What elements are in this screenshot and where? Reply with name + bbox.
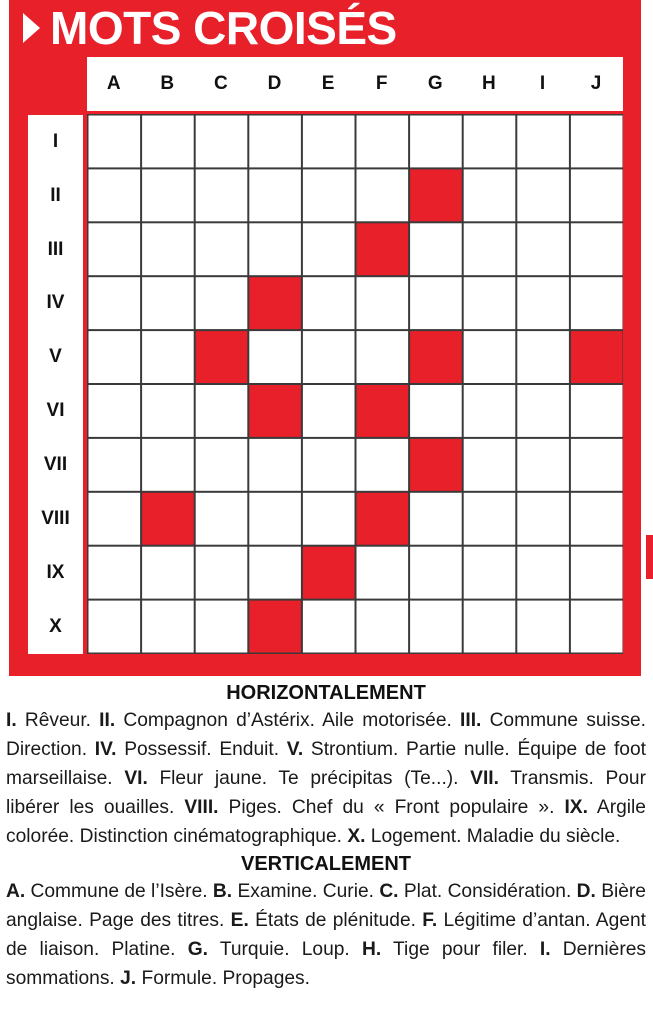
grid-cell[interactable]: [464, 331, 516, 383]
clue-number: A.: [6, 881, 26, 902]
grid-cell[interactable]: [464, 385, 516, 437]
grid-cell[interactable]: [142, 116, 194, 168]
grid-cell[interactable]: [410, 223, 462, 275]
grid-cell[interactable]: [89, 223, 141, 275]
side-tab-marker: [646, 535, 653, 579]
grid-cell[interactable]: [464, 223, 516, 275]
grid-cell[interactable]: [89, 439, 141, 491]
grid-cell-black: [249, 277, 301, 329]
grid-cell[interactable]: [357, 116, 409, 168]
clue-item: [6, 881, 208, 902]
clue-number: H.: [361, 939, 382, 960]
grid-cell[interactable]: [196, 493, 248, 545]
clue-item: [120, 968, 310, 989]
clue-text: Rêveur.: [24, 710, 91, 731]
grid-cell-black: [249, 601, 301, 653]
clue-item: [362, 939, 528, 960]
grid-cell[interactable]: [249, 331, 301, 383]
grid-cell[interactable]: [571, 547, 623, 599]
grid-cell[interactable]: [571, 116, 623, 168]
grid-cell[interactable]: [517, 601, 569, 653]
grid-cell[interactable]: [357, 331, 409, 383]
grid-cell[interactable]: [142, 331, 194, 383]
row-label: X: [49, 615, 62, 637]
grid-cell[interactable]: [464, 169, 516, 221]
grid-cell[interactable]: [303, 493, 355, 545]
clue-item: [6, 710, 91, 731]
clue-text: Piges. Chef du « Front populaire ».: [228, 797, 555, 818]
grid-cell[interactable]: [89, 601, 141, 653]
grid-cell[interactable]: [517, 547, 569, 599]
grid-cell[interactable]: [303, 277, 355, 329]
grid-cell[interactable]: [571, 277, 623, 329]
grid-cell[interactable]: [571, 385, 623, 437]
grid-cell[interactable]: [89, 277, 141, 329]
grid-cell[interactable]: [303, 601, 355, 653]
clue-text: Dernières sommations.: [6, 939, 646, 989]
clue-number: V.: [286, 739, 304, 760]
grid-cell-black: [357, 385, 409, 437]
grid-cell[interactable]: [571, 169, 623, 221]
grid-cell[interactable]: [142, 439, 194, 491]
grid-cell[interactable]: [410, 277, 462, 329]
grid-cell[interactable]: [517, 116, 569, 168]
grid-cell[interactable]: [517, 385, 569, 437]
clue-number: C.: [379, 881, 399, 902]
vertical-clues: [6, 877, 646, 993]
clue-number: I.: [539, 939, 551, 960]
clue-number: G.: [187, 939, 208, 960]
clue-number: VIII.: [184, 797, 219, 818]
grid-cell[interactable]: [142, 223, 194, 275]
triangle-right-icon: [23, 13, 40, 43]
grid-cell-black: [357, 223, 409, 275]
column-label: G: [427, 73, 443, 94]
grid-cell[interactable]: [464, 547, 516, 599]
column-label: E: [321, 73, 335, 94]
clue-text: Bière anglaise. Page des titres.: [6, 881, 646, 931]
column-label: A: [106, 73, 121, 94]
grid-cell[interactable]: [303, 169, 355, 221]
grid-cell[interactable]: [357, 547, 409, 599]
grid-cell[interactable]: [249, 547, 301, 599]
grid-cell[interactable]: [89, 169, 141, 221]
grid-cell[interactable]: [410, 601, 462, 653]
clue-item: [184, 797, 554, 818]
grid-cell[interactable]: [357, 601, 409, 653]
clue-number: III.: [460, 710, 482, 731]
clue-item: [231, 910, 416, 931]
grid-cell[interactable]: [303, 331, 355, 383]
grid-cell-black: [303, 547, 355, 599]
clue-item: [95, 739, 279, 760]
grid-cell[interactable]: [571, 223, 623, 275]
clue-number: X.: [347, 826, 366, 847]
grid-cell[interactable]: [249, 223, 301, 275]
clue-item: [188, 939, 350, 960]
grid-cell[interactable]: [464, 277, 516, 329]
grid-cell[interactable]: [357, 439, 409, 491]
column-label: C: [214, 73, 228, 94]
clue-number: J.: [120, 968, 137, 989]
grid-cell-black: [357, 493, 409, 545]
grid-cell[interactable]: [303, 385, 355, 437]
column-label: F: [375, 73, 388, 94]
grid-cell[interactable]: [464, 601, 516, 653]
grid-cell[interactable]: [517, 223, 569, 275]
grid-cell-black: [410, 331, 462, 383]
grid-cell[interactable]: [89, 116, 141, 168]
grid-cell[interactable]: [142, 169, 194, 221]
grid-cell[interactable]: [410, 116, 462, 168]
grid-cell[interactable]: [464, 116, 516, 168]
clue-number: D.: [576, 881, 596, 902]
grid-cell[interactable]: [196, 116, 248, 168]
clue-number: IX.: [564, 797, 588, 818]
clue-number: E.: [230, 910, 249, 931]
clue-number: IV.: [94, 739, 117, 760]
grid-cell-black: [142, 493, 194, 545]
clue-number: I.: [6, 710, 17, 731]
grid-cell[interactable]: [571, 601, 623, 653]
clue-text: Argile colorée. Distinction cinématographique.: [6, 797, 646, 847]
clue-text: Formule. Propages.: [141, 968, 310, 989]
grid-cell[interactable]: [89, 331, 141, 383]
row-header-bar: [28, 115, 83, 654]
column-label: B: [160, 73, 175, 94]
grid-cell[interactable]: [89, 385, 141, 437]
grid-cell[interactable]: [571, 493, 623, 545]
clue-text: Commune de l’Isère.: [30, 881, 208, 902]
grid-cell[interactable]: [303, 439, 355, 491]
clue-text: Commune suisse. Direction.: [6, 710, 646, 760]
grid-cell[interactable]: [357, 169, 409, 221]
grid-cell[interactable]: [357, 277, 409, 329]
grid-cell[interactable]: [464, 439, 516, 491]
clue-text: Turquie. Loup.: [219, 939, 350, 960]
grid-cell[interactable]: [517, 169, 569, 221]
clue-text: États de plénitude.: [255, 910, 416, 931]
row-label: VIII: [41, 508, 70, 530]
grid-cell[interactable]: [464, 493, 516, 545]
clue-item: [124, 768, 458, 789]
clue-number: II.: [99, 710, 116, 731]
row-label: VI: [46, 400, 65, 422]
grid-cell[interactable]: [196, 277, 248, 329]
grid-cell[interactable]: [142, 601, 194, 653]
clues-section: [6, 680, 646, 993]
grid-cell[interactable]: [196, 223, 248, 275]
horizontal-heading: HORIZONTALEMENT: [226, 682, 426, 704]
column-label: D: [267, 73, 282, 94]
clue-number: VI.: [124, 768, 148, 789]
grid-cell[interactable]: [517, 493, 569, 545]
grid-cell[interactable]: [249, 169, 301, 221]
crossword-grid: [87, 114, 623, 654]
clue-text: Examine. Curie.: [237, 881, 374, 902]
column-label: H: [482, 73, 496, 94]
grid-cell[interactable]: [517, 331, 569, 383]
grid-cell-black: [571, 331, 623, 383]
clue-item: [213, 881, 374, 902]
clue-item: [99, 710, 452, 731]
clue-item: [379, 881, 571, 902]
grid-cell-black: [410, 169, 462, 221]
clue-number: B.: [212, 881, 233, 902]
grid-cell[interactable]: [196, 601, 248, 653]
grid-cell[interactable]: [410, 547, 462, 599]
grid-cell[interactable]: [249, 493, 301, 545]
row-label: IV: [46, 292, 65, 314]
column-label: I: [539, 73, 546, 94]
clue-text: Fleur jaune. Te précipitas (Te...).: [159, 768, 459, 789]
clue-text: Compagnon d’Astérix. Aile motorisée.: [123, 710, 452, 731]
page-title: MOTS CROISÉS: [50, 2, 397, 54]
grid-cell[interactable]: [196, 385, 248, 437]
clue-text: Possessif. Enduit.: [124, 739, 280, 760]
grid-cell[interactable]: [196, 547, 248, 599]
vertical-heading: VERTICALEMENT: [241, 853, 411, 875]
grid-cell[interactable]: [517, 439, 569, 491]
grid-cell[interactable]: [196, 169, 248, 221]
clue-text: Strontium. Partie nulle. Équipe de foot marseillaise.: [6, 739, 646, 789]
row-label: IX: [46, 561, 65, 583]
grid-cell[interactable]: [571, 439, 623, 491]
row-label: VII: [43, 454, 68, 476]
clue-text: Plat. Considération.: [403, 881, 572, 902]
clue-text: Logement. Maladie du siècle.: [370, 826, 621, 847]
row-label: I: [52, 130, 59, 152]
grid-cell[interactable]: [196, 439, 248, 491]
grid-cell[interactable]: [517, 277, 569, 329]
title-block: [23, 4, 397, 52]
grid-cell[interactable]: [142, 547, 194, 599]
horizontal-clues: [6, 706, 646, 851]
grid-cell[interactable]: [89, 547, 141, 599]
grid-cell[interactable]: [89, 493, 141, 545]
grid-cell[interactable]: [249, 116, 301, 168]
clue-text: Transmis. Pour libérer les ouailles.: [6, 768, 646, 818]
grid-cell[interactable]: [249, 439, 301, 491]
column-header-bar: [87, 57, 623, 111]
grid-cell[interactable]: [142, 385, 194, 437]
grid-cell-black: [249, 385, 301, 437]
grid-cell-black: [196, 331, 248, 383]
grid-cell-black: [410, 439, 462, 491]
clue-text: Légitime d’antan. Agent de liaison. Platine.: [6, 910, 646, 960]
grid-cell[interactable]: [410, 385, 462, 437]
clue-number: VII.: [470, 768, 499, 789]
row-label: II: [50, 184, 61, 206]
column-label: J: [590, 73, 602, 94]
grid-cell[interactable]: [303, 223, 355, 275]
clue-number: F.: [422, 910, 438, 931]
row-label: III: [47, 238, 64, 260]
grid-cell[interactable]: [142, 277, 194, 329]
clue-text: Tige pour filer.: [393, 939, 528, 960]
row-label: V: [49, 346, 62, 368]
grid-cell[interactable]: [410, 493, 462, 545]
clue-item: [347, 826, 620, 847]
grid-cell[interactable]: [303, 116, 355, 168]
